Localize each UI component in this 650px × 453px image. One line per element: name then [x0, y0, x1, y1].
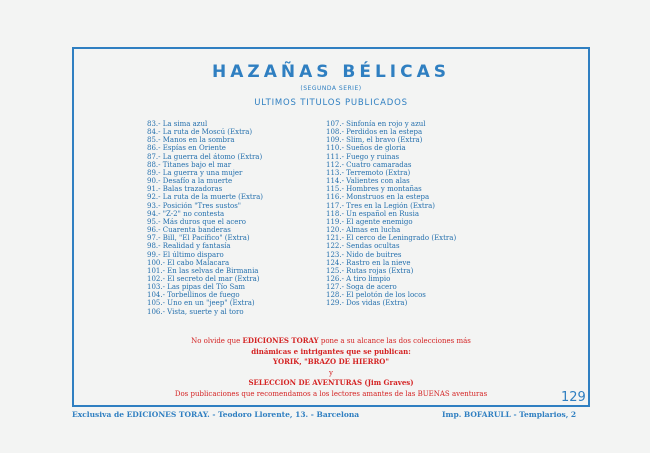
magazine-title: HAZAÑAS BÉLICAS: [211, 62, 451, 82]
list-item: 104.- Torbellinos de fuego: [147, 291, 240, 300]
list-item: 105.- Uno en un "jeep" (Extra): [147, 299, 255, 308]
list-item: 110.- Sueños de gloria: [326, 144, 406, 153]
list-item: 91.- Balas trazadoras: [147, 185, 223, 194]
list-item: 89.- La guerra y una mujer: [147, 168, 243, 177]
list-item: 114.- Valientes con alas: [326, 177, 410, 186]
list-item: 122.- Sendas ocultas: [326, 242, 400, 251]
list-item: 111.- Fuego y ruinas: [326, 152, 400, 161]
list-item: 128.- El pelotón de los locos: [326, 291, 426, 300]
list-item: 97.- Bill, "El Pacífico" (Extra): [147, 234, 250, 243]
list-item: 84.- La ruta de Moscú (Extra): [147, 128, 253, 137]
titles-list-right: [326, 120, 456, 308]
notice-conjunction: y: [329, 368, 333, 377]
list-item: 107.- Sinfonía en rojo y azul: [326, 120, 426, 128]
footer-printer: Imp. BOFARULL - Templarios, 2: [442, 410, 577, 419]
notice-line-2: dinámicas e intrigantes que se publican:: [251, 346, 411, 356]
list-item: 102.- El secreto del mar (Extra): [147, 274, 260, 283]
list-item: 124.- Rastro en la nieve: [326, 258, 411, 267]
list-item: 126.- A tiro limpio: [326, 274, 391, 283]
list-item: 100.- El cabo Malacara: [147, 258, 230, 267]
list-item: 116.- Monstruos en la estepa: [326, 193, 430, 202]
list-item: 117.- Tres en la Legión (Extra): [326, 201, 435, 210]
list-item: 87.- La guerra del átomo (Extra): [147, 152, 263, 161]
list-item: 112.- Cuatro camaradas: [326, 160, 412, 169]
list-item: 88.- Titanes bajo el mar: [147, 160, 232, 169]
collection-seleccion: SELECCION DE AVENTURAS (Jim Graves): [248, 378, 414, 387]
list-item: 123.- Nido de buitres: [326, 250, 402, 259]
list-heading: ULTIMOS TITULOS PUBLICADOS: [254, 98, 408, 108]
page-number: 129: [561, 390, 586, 405]
collection-yorik: YORIK, "BRAZO DE HIERRO": [272, 357, 390, 366]
publisher-name: EDICIONES TORAY: [242, 336, 319, 345]
list-item: 94.- "Z-2" no contesta: [147, 209, 225, 218]
promo-notice: [72, 336, 590, 399]
list-item: 93.- Posición "Tres sustos": [147, 201, 242, 210]
notice-line-1: No olvide que EDICIONES TORAY pone a su alcance las dos colecciones más: [191, 336, 471, 345]
list-item: 106.- Vista, suerte y al toro: [147, 307, 244, 316]
list-item: 85.- Manos en la sombra: [147, 136, 235, 145]
list-item: 96.- Cuarenta banderas: [147, 226, 231, 235]
list-item: 95.- Más duros que el acero: [147, 217, 247, 226]
series-subtitle: (SEGUNDA SERIE): [300, 85, 362, 92]
notice-closing: Dos publicaciones que recomendamos a los lectores amantes de las BUENAS aventuras: [174, 389, 488, 398]
list-item: 129.- Dos vidas (Extra): [326, 299, 408, 308]
list-item: 118.- Un español en Rusia: [326, 209, 420, 218]
list-item: 101.- En las selvas de Birmania: [147, 266, 259, 275]
list-item: 113.- Terremoto (Extra): [326, 168, 411, 177]
list-item: 86.- Espías en Oriente: [147, 144, 226, 153]
list-item: 120.- Almas en lucha: [326, 226, 401, 235]
list-item: 109.- Slim, el bravo (Extra): [326, 136, 423, 145]
titles-list-left: [147, 120, 263, 316]
list-item: 92.- La ruta de la muerte (Extra): [147, 193, 263, 202]
list-item: 127.- Soga de acero: [326, 283, 397, 292]
list-item: 83.- La sima azul: [147, 120, 208, 128]
list-item: 90.- Desafío a la muerte: [147, 177, 233, 186]
list-item: 98.- Realidad y fantasía: [147, 242, 231, 251]
list-item: 119.- El agente enemigo: [326, 217, 413, 226]
list-item: 125.- Rutas rojas (Extra): [326, 266, 414, 275]
list-item: 121.- El cerco de Leningrado (Extra): [326, 234, 457, 243]
footer-publisher: Exclusiva de EDICIONES TORAY. - Teodoro Llorente, 13. - Barcelona: [72, 410, 360, 419]
list-item: 103.- Las pipas del Tío Sam: [147, 283, 246, 292]
list-item: 99.- El último disparo: [147, 250, 224, 259]
list-item: 108.- Perdidos en la estepa: [326, 128, 423, 137]
list-item: 115.- Hombres y montañas: [326, 185, 422, 194]
